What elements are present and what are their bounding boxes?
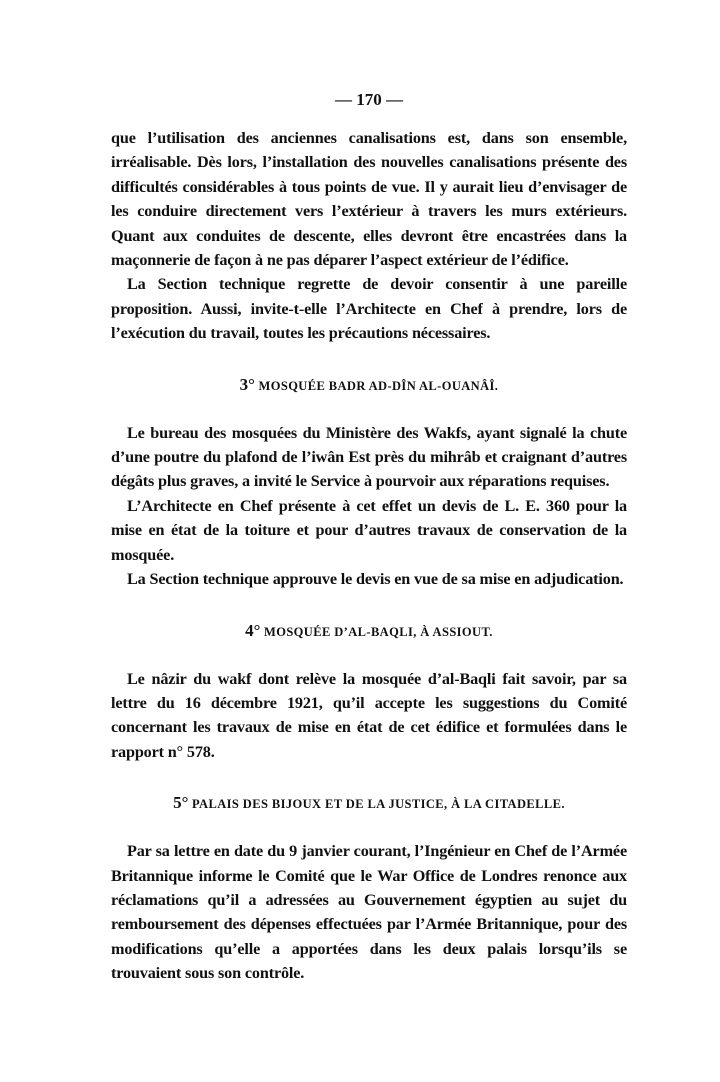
section-number: 3° [239,374,255,394]
section-number: 5° [173,793,189,813]
section-3-paragraph-3: La Section technique approuve le devis en vue de sa mise en adjudication. [127,570,624,589]
section-4-paragraph-1: Le nâzir du wakf dont relève la mosquée d’al-Baqli fait savoir, par sa lettre du 16 décembre 1921, qu’il accepte les suggestions du Comité concernant les travaux de mise en état de cet édifice et formulées dans le rapport n° 578. [111,669,627,761]
section-3-paragraph-2: L’Architecte en Chef présente à cet effet un devis de L. E. 360 pour la mise en état de la toiture et pour d’autres travaux de conservation de la mosquée. [111,496,627,564]
section-number: 4° [245,620,261,640]
section-heading-4 [111,620,627,643]
document-page [111,88,627,986]
section-title: MOSQUÉE BADR AD-DÎN AL-OUANÂÎ. [258,378,499,393]
intro-paragraph-1: que l’utilisation des anciennes canalisations est, dans son ensemble, irréalisable. Dès lors, l’installation des nouvelles canalisations présente des difficultés considérables à tous points de vue. Il y aurait lieu d’envisager de les conduire directement vers l’extérieur à travers les murs extérieurs. Quant aux conduites de descente, elles devront être encastrées dans la maçonnerie de façon à ne pas déparer l’aspect extérieur de l’édifice. [111,129,627,270]
section-3-paragraph-1: Le bureau des mosquées du Ministère des Wakfs, ayant signalé la chute d’une poutre du plafond de l’iwân Est près du mihrâb et craignant d’autres dégâts plus graves, a invité le Service à pourvoir aux réparations requises. [111,423,627,491]
intro-paragraph-2: La Section technique regrette de devoir consentir à une pareille proposition. Aussi, invite-t-elle l’Architecte en Chef à prendre, lors de l’exécution du travail, toutes les précautions nécessaires. [111,275,627,343]
section-title: MOSQUÉE D’AL-BAQLI, À ASSIOUT. [264,624,493,639]
section-5-paragraph-1: Par sa lettre en date du 9 janvier courant, l’Ingénieur en Chef de l’Armée Britannique informe le Comité que le War Office de Londres renonce aux réclamations qu’il a adressées au Gouvernement égyptien au sujet du remboursement des dépenses effectuées par l’Armée Britannique, pour des modifications qu’elle a apportées dans les deux palais lorsqu’ils se trouvaient sous son contrôle. [111,842,627,983]
section-heading-5 [111,792,627,815]
section-title: PALAIS DES BIJOUX ET DE LA JUSTICE, À LA CITADELLE. [191,797,565,812]
section-heading-3 [111,374,627,397]
page-number: — 170 — [335,90,403,109]
